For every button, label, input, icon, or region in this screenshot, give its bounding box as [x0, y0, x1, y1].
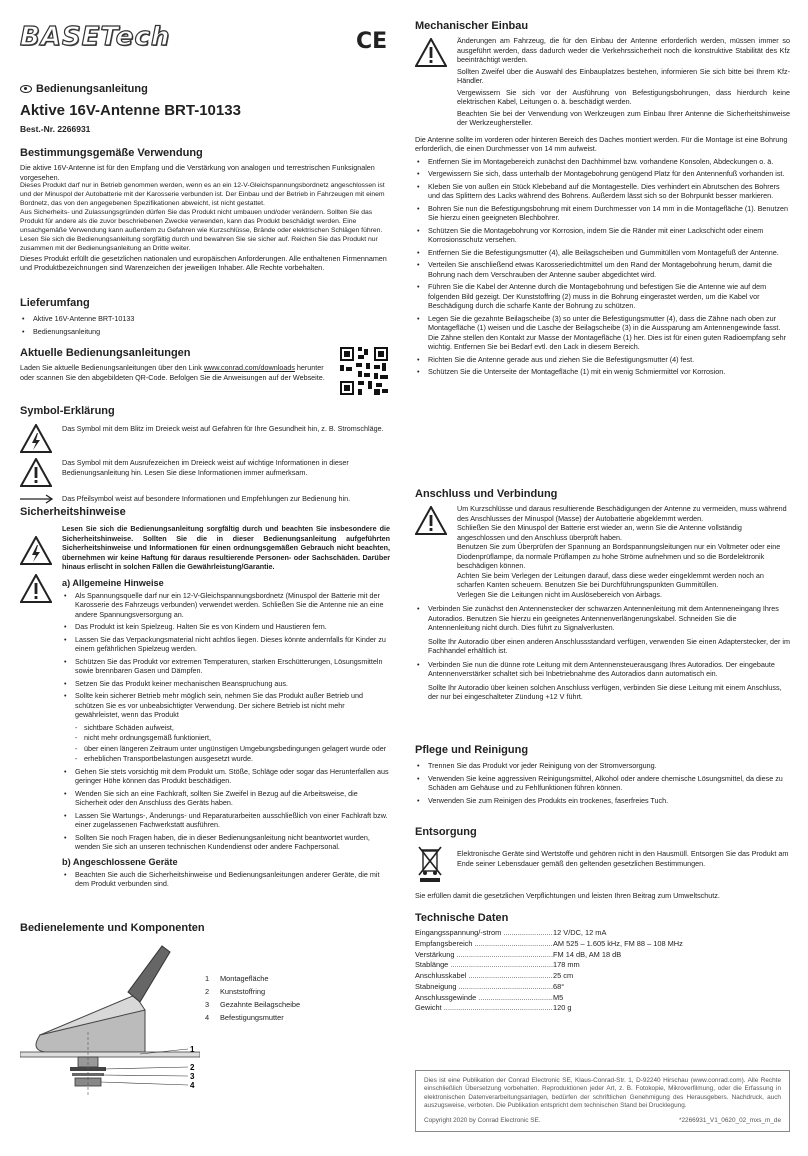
- disposal-text: Elektronische Geräte sind Wertstoffe und gehören nicht in den Hausmüll. Entsorgen Sie das Produkt am Ende seiner Lebensdauer gemäß den geltenden gesetzlichen Bestimmungen.: [457, 849, 789, 868]
- lightning-warning-icon: [20, 424, 52, 454]
- symbol-lightning-text: Das Symbol mit dem Blitz im Dreieck weist auf Gefahren für Ihre Gesundheit hin, z. B. Stromschläge.: [62, 424, 384, 434]
- exclamation-warning-icon: [415, 38, 447, 68]
- care-item: • Verwenden Sie keine aggressiven Reinigungsmittel, Alkohol oder andere chemische Lösungsmittel, da diese zu Schäden am Gehäuse und zu Fehlfunktionen führen können.: [415, 774, 790, 793]
- downloads-link[interactable]: www.conrad.com/downloads: [203, 363, 295, 373]
- general-note-item: • Lassen Sie das Verpackungsmaterial nicht achtlos liegen. Dieses könnte andernfalls für Kinder zu einem gefährlichen Spielzeug werden.: [62, 635, 390, 654]
- general-notes-heading: a) Allgemeine Hinweise: [62, 577, 164, 588]
- mounting-step: • Schützen Sie die Montagebohrung vor Korrosion, indem Sie die Ränder mit einer Lackschicht oder einem Korrosionsschutz versehen.: [415, 226, 790, 245]
- mounting-step: • Schützen Sie die Unterseite der Montagefläche (1) mit ein wenig Schmiermittel vor Korrosion.: [415, 367, 790, 377]
- scope-item: • Bedienungsanleitung: [20, 327, 390, 337]
- intended-use-section: [20, 147, 390, 273]
- intended-use-p2: Dieses Produkt darf nur in Betrieb genommen werden, wenn es an ein 12-V-Gleichspannungsbordnetz angeschlossen ist und der Minuspol der Autobatterie mit der Karosserie verbunden ist. Der Einbau und der Betrieb in Fahrzeugen mit einem Bordnetz, das von den angegebenen Spezifikationen abweicht, ist nicht gestattet.: [20, 182, 385, 208]
- component-item: 3 Gezahnte Beilagscheibe: [205, 999, 301, 1009]
- eye-icon: [20, 85, 32, 93]
- general-note-item: • Sollten Sie noch Fragen haben, die in dieser Bedienungsanleitung nicht beantwortet wurden, wenden Sie sich an unseren technischen Kundendienst oder andere Fachpersonal.: [62, 833, 390, 852]
- mounting-warning-4: Beachten Sie bei der Verwendung von Werkzeugen zum Einbau Ihrer Antenne die Sicherheitshinweise der Werkzeughersteller.: [457, 108, 790, 128]
- spec-row: Anschlusskabel ..... 25 cm: [415, 971, 790, 982]
- spec-row: Empfangsbereich ..... AM 525 – 1.605 kHz, FM 88 – 108 MHz: [415, 939, 790, 950]
- general-note-item: • Gehen Sie stets vorsichtig mit dem Produkt um. Stöße, Schläge oder sogar das Herunterfallen aus geringer Höhe können das Produkt beschädigen.: [62, 767, 390, 786]
- intended-use-p1: Die aktive 16V-Antenne ist für den Empfang und die Verstärkung von analogen und terrestrischen Funksignalen vorgesehen.: [20, 163, 375, 182]
- connection-step: • Verbinden Sie nun die dünne rote Leitung mit dem Antennensteuerausgang Ihres Autoradios. Der eingebaute Antennenverstärker schaltet sich bei Inbetriebnahme des Autoradios dann automatisch ein. Sollte Ihr Autoradio über keinen solchen Anschluss verfügen, verbinden Sie diese Leitung mit einem Anschluss, der nur bei eingeschalteter Zündung +12 V führt.: [415, 660, 790, 702]
- mounting-step: • Richten Sie die Antenne gerade aus und ziehen Sie die Befestigungsmutter (4) fest.: [415, 355, 790, 365]
- mounting-step: • Entfernen Sie im Montagebereich zunächst den Dachhimmel bzw. vorhandene Konsolen, Abdeckungen o. ä.: [415, 157, 790, 167]
- mounting-step: • Bohren Sie nun die Befestigungsbohrung mit einem Durchmesser von 14 mm in die Montagefläche (1). Benutzen Sie hierzu einen geeigneten Blechbohrer.: [415, 204, 790, 223]
- safety-section: [20, 506, 390, 892]
- components-section: [20, 922, 390, 935]
- mounting-step: • Entfernen Sie die Befestigungsmutter (4), alle Beilagscheiben und Gummitüllen vom Montagefuß der Antenne.: [415, 248, 790, 258]
- connection-warning-2: Schließen Sie den Minuspol der Batterie erst wieder an, wenn Sie die Antenne vollständig angeschlossen und den Anschluss überprüft haben.: [457, 523, 742, 542]
- brand-logo: BASETech: [20, 22, 171, 52]
- connection-warning-1: Um Kurzschlüsse und daraus resultierende Beschädigungen der Antenne zu vermeiden, muss während des Anschlusses der Minuspol (Masse) der Autobatterie abgeklemmt werden.: [457, 504, 787, 523]
- connection-warning-3: Benutzen Sie zum Überprüfen der Spannung an Bordspannungsleitungen nur ein Voltmeter oder eine Diodenprüflampe, da normale Prüflampen zu hohe Ströme aufnehmen und so die Bordelektronik beschädigen können.: [457, 542, 781, 571]
- connected-devices-heading: b) Angeschlossene Geräte: [62, 856, 178, 867]
- connection-warning-4: Achten Sie beim Verlegen der Leitungen darauf, dass diese weder eingeklemmt werden noch an scharfen Kanten scheuern. Benutzen Sie bei Durchführungspunkten Gummitüllen.: [457, 570, 764, 590]
- ce-mark: CE: [356, 29, 388, 54]
- exclamation-warning-icon: [20, 458, 52, 488]
- scope-heading: Lieferumfang: [20, 297, 90, 309]
- component-item: 4 Befestigungsmutter: [205, 1012, 284, 1022]
- publication-text: Dies ist eine Publikation der Conrad Electronic SE, Klaus-Conrad-Str. 1, D-92240 Hirschau (www.conrad.com). Alle Rechte einschließlich Übersetzung vorbehalten. Reproduktionen jeder Art, z. B. Fotokopie, Mikroverfilmung, oder die Erfassung in elektronischen Datenverarbeitungsanlagen, bedürfen der schriftlichen Genehmigung des Herausgebers. Nachdruck, auch auszugsweise, verboten. Die Publikation entspricht dem technischen Stand bei Drucklegung.: [424, 1077, 781, 1110]
- mounting-step: • Kleben Sie von außen ein Stück Klebeband auf die Montagestelle. Dies verhindert ein Abrutschen des Bohrers und das Splittern des Lacks während des Bohrens. Außerdem lässt sich so der Bohrpunkt besser markieren.: [415, 182, 790, 201]
- doc-type-label: Bedienungsanleitung: [36, 83, 148, 95]
- connection-section: [415, 488, 790, 705]
- safety-intro: Lesen Sie sich die Bedienungsanleitung sorgfältig durch und beachten Sie insbesondere die Sicherheitshinweise. Sollten Sie die in dieser Bedienungsanleitung aufgeführten Sicherheitshinweise und Informationen für einen ordnungsgemäßen Gebrauch nicht beachten, übernehmen wir keine Haftung für daraus resultierende Personen- oder Sachschäden. Darüber hinaus erlischt in solchen Fällen die Gewährleistung/Garantie.: [62, 524, 390, 572]
- care-section: [415, 744, 790, 808]
- publication-box: [415, 1070, 790, 1132]
- care-item: • Verwenden Sie zum Reinigen des Produkts ein trockenes, faserfreies Tuch.: [415, 796, 790, 806]
- general-note-item: • Das Produkt ist kein Spielzeug. Halten Sie es von Kindern und Haustieren fern.: [62, 622, 390, 632]
- mounting-step: • Führen Sie die Kabel der Antenne durch die Montagebohrung und befestigen Sie die Antenne wie auf dem folgenden Bild gezeigt. Der Kunststoffring (2) muss in die Bohrung eingerastet werden, um die Kabel vor Beschädigung durch die scharfe Kante der Bohrung zu schützen.: [415, 282, 790, 311]
- spec-row: Anschlussgewinde ..... M5: [415, 993, 790, 1004]
- exclamation-warning-icon: [415, 506, 447, 536]
- symbols-section: [20, 405, 390, 504]
- spec-row: Stabneigung ..... 68°: [415, 982, 790, 993]
- general-note-item: • Sollte kein sicherer Betrieb mehr möglich sein, nehmen Sie das Produkt außer Betrieb und schützen Sie es vor unbeabsichtigter Verwendung. Der sichere Betrieb ist nicht mehr gewährleistet, wenn das Produkt: [62, 691, 390, 720]
- connected-device-item: • Beachten Sie auch die Sicherheitshinweise und Bedienungsanleitungen anderer Geräte, die mit dem Produkt verbunden sind.: [62, 870, 390, 889]
- scope-section: [20, 297, 390, 339]
- care-heading: Pflege und Reinigung: [415, 744, 529, 756]
- doc-header: [20, 82, 390, 136]
- document-code: *2266931_V1_0620_02_mxs_m_de: [679, 1116, 781, 1124]
- intended-use-p4: Dieses Produkt erfüllt die gesetzlichen nationalen und europäischen Anforderungen. Alle enthaltenen Firmennamen und Produktbezeichnungen sind Warenzeichen der jeweiligen Inhaber. Alle Rechte vorbehalten.: [20, 253, 387, 273]
- callout-1: 1: [190, 1045, 195, 1054]
- current-manuals-text-a: Laden Sie aktuelle Bedienungsanleitungen über den Link: [20, 363, 204, 373]
- mounting-step: • Legen Sie die gezahnte Beilagscheibe (3) so unter die Befestigungsmutter (4), dass die Zähne nach oben zur Montagefläche (1) weisen und die Lasche der Beilagscheibe (3) in die Aussparung am Antennengewinde fasst. Die Zähne stellen den Kontakt zur Masse der Montagefläche (1) her. Dies ist für einen guten Radioempfang sehr wichtig. Entfernen Sie bei Bedarf evtl. den Lack in diesem Bereich.: [415, 314, 790, 352]
- components-heading: Bedienelemente und Komponenten: [20, 922, 205, 934]
- mounting-warning-2: Sollten Zweifel über die Auswahl des Einbauplatzes bestehen, informieren Sie sich bitte bei Ihrem Kfz-Händler.: [457, 66, 790, 86]
- component-item: 2 Kunststoffring: [205, 986, 266, 996]
- specs-heading: Technische Daten: [415, 912, 509, 924]
- connection-warning-5: Verlegen Sie die Leitungen nicht im Auslösebereich von Airbags.: [457, 589, 662, 599]
- symbol-exclamation-text: Das Symbol mit dem Ausrufezeichen im Dreieck weist auf wichtige Informationen in dieser Bedienungsanleitung hin. Lesen Sie diese Informationen immer aufmerksam.: [62, 458, 349, 477]
- disposal-section: [415, 826, 790, 901]
- mounting-warning-1: Änderungen am Fahrzeug, die für den Einbau der Antenne erforderlich werden, müssen immer so ausgeführt werden, dass dadurch weder die Verkehrssicherheit noch die konstruktive Stabilität des Kfz beeinträchtigt werden.: [457, 36, 790, 65]
- mounting-heading: Mechanischer Einbau: [415, 20, 529, 32]
- general-note-item: • Wenden Sie sich an eine Fachkraft, sollten Sie Zweifel in Bezug auf die Arbeitsweise, die Sicherheit oder den Anschluss des Geräts haben.: [62, 789, 390, 808]
- connection-heading: Anschluss und Verbindung: [415, 488, 558, 500]
- general-note-item: • Setzen Sie das Produkt keiner mechanischen Beanspruchung aus.: [62, 679, 390, 689]
- callout-4: 4: [190, 1081, 195, 1090]
- spec-row: Eingangsspannung/-strom ..... 12 V/DC, 12 mA: [415, 928, 790, 939]
- connection-step: • Verbinden Sie zunächst den Antennenstecker der schwarzen Antennenleitung mit dem Antenneneingang Ihres Autoradios. Benutzen Sie hierzu ein geeignetes Antennenverlängerungskabel. Schneiden Sie die Antennenleitung nicht durch. Dies führt zu Signalverlusten. Sollte Ihr Autoradio über einen anderen Anschlussstandard verfügen, verwenden Sie einen Adapterstecker, der im Fachhandel erhältlich ist.: [415, 604, 790, 656]
- doc-title: Aktive 16V-Antenne BRT-10133: [20, 101, 241, 119]
- current-manuals-text-b: herunter oder scannen Sie den abgebildeten QR-Code. Befolgen Sie die Anweisungen auf der Webseite.: [20, 363, 325, 382]
- order-number: Best.-Nr. 2266931: [20, 124, 91, 135]
- scope-item: • Aktive 16V-Antenne BRT-10133: [20, 314, 390, 324]
- mounting-step: • Vergewissern Sie sich, dass unterhalb der Montagebohrung genügend Platz für den Antennenfuß vorhanden ist.: [415, 169, 790, 179]
- antenna-diagram: [20, 940, 200, 1095]
- symbol-arrow-text: Das Pfeilsymbol weist auf besondere Informationen und Empfehlungen zur Bedienung hin.: [62, 494, 351, 504]
- intended-use-p3: Aus Sicherheits- und Zulassungsgründen dürfen Sie das Produkt nicht umbauen und/oder verändern. Sollten Sie das Produkt für andere als die zuvor beschriebenen Zwecke verwenden, kann das Produkt beschädigt werden. Eine unsachgemäße Verwendung kann außerdem zu Gefahren wie Kurzschlüsse, Brände oder elektrischen Schlägen führen. Lesen Sie sich die Bedienungsanleitung sorgfältig durch und bewahren Sie sie sicher auf. Reichen Sie das Produkt nur zusammen mit der Bedienungsanleitung an Dritte weiter.: [20, 209, 383, 252]
- general-note-item: • Als Spannungsquelle darf nur ein 12-V-Gleichspannungsbordnetz (Minuspol der Batterie mit der Karosserie des Fahrzeugs verbunden) verwendet werden. Schließen Sie die Antenne nie an eine andere Spannungsversorgung an.: [62, 591, 390, 620]
- components-list: [205, 973, 385, 1025]
- specs-section: [415, 912, 790, 1014]
- spec-row: Gewicht ..... 120 g: [415, 1003, 790, 1014]
- mounting-intro: Die Antenne sollte im vorderen oder hinteren Bereich des Daches montiert werden. Für die Montage ist eine Bohrung erforderlich, die einen Durchmesser von 14 mm aufweist.: [415, 134, 788, 154]
- wheelie-bin-crossed-icon: [417, 845, 443, 883]
- general-note-subitem: - sichtbare Schäden aufweist,: [62, 723, 390, 733]
- copyright: Copyright 2020 by Conrad Electronic SE.: [424, 1116, 541, 1124]
- safety-heading: Sicherheitshinweise: [20, 506, 126, 518]
- callout-3: 3: [190, 1072, 195, 1081]
- general-note-subitem: - nicht mehr ordnungsgemäß funktioniert,: [62, 733, 390, 743]
- mounting-warning-3: Vergewissern Sie sich vor der Ausführung von Befestigungsbohrungen, dass hierdurch keine elektrischen Kabel, Leitungen o. ä. beschädigt werden.: [457, 87, 790, 107]
- lightning-warning-icon: [20, 536, 52, 566]
- spec-row: Stablänge ..... 178 mm: [415, 960, 790, 971]
- general-note-subitem: - über einen längeren Zeitraum unter ungünstigen Umgebungsbedingungen gelagert wurde oder: [62, 744, 390, 754]
- general-note-subitem: - erheblichen Transportbelastungen ausgesetzt wurde.: [62, 754, 390, 764]
- intended-use-heading: Bestimmungsgemäße Verwendung: [20, 147, 203, 159]
- arrow-icon: [20, 494, 54, 504]
- general-note-item: • Lassen Sie Wartungs-, Änderungs- und Reparaturarbeiten ausschließlich von einer Fachkraft bzw. einer zugelassenen Fachwerkstatt ausführen.: [62, 811, 390, 830]
- general-note-item: • Schützen Sie das Produkt vor extremen Temperaturen, starken Erschütterungen, Lösungsmitteln sowie brennbaren Gasen und Dämpfen.: [62, 657, 390, 676]
- mounting-section: [415, 20, 790, 380]
- spec-row: Verstärkung ..... FM 14 dB, AM 18 dB: [415, 950, 790, 961]
- care-item: • Trennen Sie das Produkt vor jeder Reinigung von der Stromversorgung.: [415, 761, 790, 771]
- callout-2: 2: [190, 1063, 195, 1072]
- qr-code[interactable]: [340, 347, 388, 395]
- component-item: 1 Montagefläche: [205, 974, 269, 983]
- disposal-heading: Entsorgung: [415, 826, 477, 838]
- disposal-note: Sie erfüllen damit die gesetzlichen Verpflichtungen und leisten Ihren Beitrag zum Umweltschutz.: [415, 891, 720, 901]
- exclamation-warning-icon: [20, 574, 52, 604]
- current-manuals-section: [20, 347, 390, 382]
- current-manuals-heading: Aktuelle Bedienungsanleitungen: [20, 347, 191, 359]
- mounting-step: • Verteilen Sie anschließend etwas Karosseriedichtmittel um den Rand der Montagebohrung herum, damit die Bohrung nach dem Verschrauben der Antenne sauber abgedichtet wird.: [415, 260, 790, 279]
- symbols-heading: Symbol-Erklärung: [20, 405, 115, 417]
